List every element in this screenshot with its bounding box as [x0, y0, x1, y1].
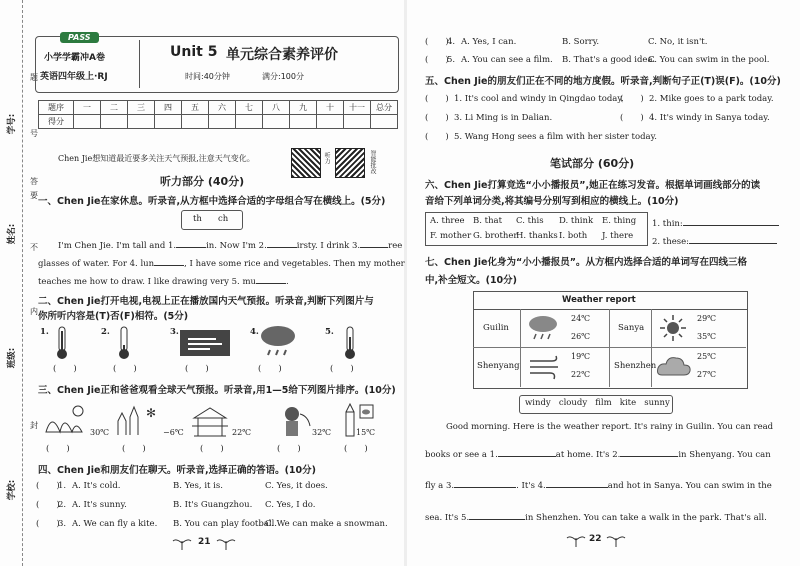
q7-title-line2: 中,补全短文。(10分) — [425, 275, 518, 286]
q1-line-1 — [58, 238, 402, 251]
score-header-cell: 八 — [263, 101, 290, 115]
score-table — [38, 100, 398, 129]
q1-blank-5[interactable] — [256, 274, 286, 284]
qr-label-grading: 智能批改 — [369, 150, 376, 174]
q2-num-1: 1. — [40, 327, 49, 337]
rain-icon — [526, 314, 560, 342]
weather-sanya-high: 35℃ — [697, 332, 717, 341]
q3-temp-4: 32℃ — [312, 428, 332, 437]
q4-answer-paren[interactable]: ( ) — [36, 500, 60, 510]
score-cell[interactable] — [371, 115, 398, 129]
score-cell[interactable] — [290, 115, 317, 129]
score-header-cell: 七 — [236, 101, 263, 115]
kremlin-snow-icon — [112, 403, 162, 437]
q7-text-f: and hot in Sanya. You can swim in the — [607, 481, 772, 491]
weather-grid-vline-2 — [520, 309, 521, 387]
score-cell[interactable] — [155, 115, 182, 129]
score-header-cell: 五 — [182, 101, 209, 115]
q5-paren-2[interactable]: ( ) — [620, 94, 644, 104]
q4-item-number: 5. — [447, 55, 456, 65]
q2-num-4: 4. — [250, 327, 259, 337]
weather-city-guilin: Guilin — [483, 323, 509, 333]
score-header-cell: 总分 — [371, 101, 398, 115]
q1-text-d: ree — [388, 241, 403, 251]
wind-icon — [526, 353, 562, 381]
q2-answer-2[interactable]: ( ) — [113, 364, 137, 374]
cloud-icon — [656, 353, 692, 381]
q5-paren-5[interactable]: ( ) — [425, 132, 449, 142]
score-cell[interactable] — [74, 115, 101, 129]
q6-answer-1-label: 1. thin: — [652, 219, 683, 229]
q7-blank-4[interactable] — [546, 478, 608, 488]
q5-title: 五、Chen Jie的朋友们正在不同的地方度假。听录音,判断句子正(T)误(F)。(10分) — [425, 76, 781, 87]
q4-option-a: A. You can see a film. — [461, 55, 553, 65]
q4-item-number: 2. — [58, 500, 67, 510]
side-cut-text-7: 封 — [30, 421, 38, 430]
score-cell[interactable] — [236, 115, 263, 129]
q3-temp-3: 22℃ — [232, 428, 252, 437]
cut-line — [22, 0, 23, 566]
weather-city-sanya: Sanya — [618, 323, 645, 333]
weather-guilin-low: 24℃ — [571, 314, 591, 323]
sprout-left-icon — [172, 536, 192, 550]
q4-option-b: B. Sorry. — [562, 37, 600, 47]
q4-option-b: B. That's a good idea. — [562, 55, 656, 65]
q4-option-b: B. You can play football. — [173, 519, 277, 529]
q6-title-line1: 六、Chen Jie打算竞选“小小播报员”,她正在练习发音。根据单词画线部分的读 — [425, 180, 761, 191]
q1-line-3 — [38, 274, 289, 287]
q3-answer-1[interactable]: ( ) — [46, 444, 70, 454]
unit-title: Unit 5 — [170, 44, 218, 60]
q2-answer-4[interactable]: ( ) — [258, 364, 282, 374]
opera-house-sun-icon — [42, 404, 86, 436]
q3-answer-2[interactable]: ( ) — [122, 444, 146, 454]
series-name: 小学学霸冲A卷 — [44, 53, 105, 63]
weather-city-shenzhen: Shenzhen — [614, 361, 657, 371]
q4-item-number: 1. — [58, 481, 67, 491]
section-listening-title: 听力部分 (40分) — [160, 175, 245, 188]
score-row-label: 得分 — [39, 115, 74, 129]
thermometer-mid-icon — [340, 325, 360, 361]
section-written-title: 笔试部分 (60分) — [550, 157, 635, 170]
q2-answer-5[interactable]: ( ) — [330, 364, 354, 374]
q1-blank-3[interactable] — [360, 238, 388, 248]
score-cell[interactable] — [128, 115, 155, 129]
score-cell[interactable] — [209, 115, 236, 129]
q6-answer-2-blank[interactable] — [689, 234, 777, 244]
q2-title-line2: 你所听内容是(T)否(F)相符。(5分) — [38, 311, 189, 322]
q6-word-option: E. thing — [602, 216, 637, 226]
q4-option-a: A. It's cold. — [72, 481, 121, 491]
q4-option-a: A. Yes, I can. — [461, 37, 517, 47]
header-divider — [139, 40, 140, 88]
q1-blank-1[interactable] — [176, 238, 206, 248]
q3-temp-2: −6℃ — [163, 428, 184, 437]
q5-item-2: 2. Mike goes to a park today. — [649, 94, 774, 104]
q3-answer-5[interactable]: ( ) — [344, 444, 368, 454]
score-cell[interactable] — [101, 115, 128, 129]
thermometer-cold-icon — [114, 325, 134, 361]
q4-item-number: 3. — [58, 519, 67, 529]
q3-title: 三、Chen Jie正和爸爸观看全球天气预报。听录音,用1—5给下列图片排序。(10分) — [38, 385, 396, 396]
q7-paragraph-line2 — [425, 447, 771, 460]
q4-item-number: 4. — [447, 37, 456, 47]
q6-word-option: B. that — [473, 216, 503, 226]
q5-item-1: 1. It's cool and windy in Qingdao today. — [454, 94, 624, 104]
weather-shenzhen-high: 27℃ — [697, 370, 717, 379]
q6-answer-2 — [652, 234, 777, 247]
sprout-right-icon — [216, 536, 236, 550]
score-cell[interactable] — [344, 115, 371, 129]
q1-text-g: teaches me how to draw. I like drawing very 5. mu — [38, 277, 256, 287]
page-number-right: 22 — [589, 534, 602, 544]
q5-item-5: 5. Wang Hong sees a film with her sister today. — [454, 132, 657, 142]
side-label-name: 姓名: — [7, 223, 18, 245]
q1-text-b: in. Now I'm 2. — [206, 241, 267, 251]
q3-answer-4[interactable]: ( ) — [277, 444, 301, 454]
q5-item-4: 4. It's windy in Sanya today. — [649, 113, 770, 123]
q7-text-g: sea. It's 5. — [425, 513, 470, 523]
side-label-student-id: 学号: — [7, 113, 18, 135]
side-label-school: 学校: — [7, 479, 18, 501]
time-limit: 时间:40分钟 — [185, 72, 230, 81]
weather-grid-vline-3 — [651, 309, 652, 387]
q6-word-option: I. both — [559, 231, 588, 241]
side-label-class: 班级: — [7, 347, 18, 369]
intro-text: Chen Jie想知道最近要多关注天气预报,注意天气变化。 — [58, 154, 255, 163]
q2-title-line1: 二、Chen Jie打开电视,电视上正在播放国内天气预报。听录音,判断下列图片与 — [38, 296, 374, 307]
weather-shenzhen-low: 25℃ — [697, 352, 717, 361]
thermometer-hot-icon — [52, 325, 72, 361]
q1-option-th: th — [193, 214, 202, 224]
q1-line-2 — [38, 256, 405, 269]
qr-label-listening: 听力 — [323, 152, 330, 164]
q7-text-e: . It's 4. — [516, 481, 546, 491]
q7-text-d: fly a 3. — [425, 481, 455, 491]
q4-answer-paren[interactable]: ( ) — [36, 519, 60, 529]
q1-blank-4[interactable] — [154, 256, 184, 266]
page-title: 单元综合素养评价 — [226, 47, 338, 63]
q1-title: 一、Chen Jie在家休息。听录音,从方框中选择合适的字母组合写在横线上。(5分) — [38, 196, 386, 207]
q4-option-c: C. You can swim in the pool. — [648, 55, 770, 65]
side-cut-text-2: 号 — [30, 129, 38, 138]
score-header-cell: 六 — [209, 101, 236, 115]
score-header-cell: 题序 — [39, 101, 74, 115]
q6-word-option: G. brother — [473, 231, 518, 241]
q4-option-a: A. We can fly a kite. — [72, 519, 158, 529]
q7-text-b: at home. It's 2. — [555, 450, 621, 460]
q2-num-2: 2. — [101, 327, 110, 337]
q2-answer-3[interactable]: ( ) — [185, 364, 209, 374]
q7-blank-1[interactable] — [498, 447, 556, 457]
score-header-cell: 十一 — [344, 101, 371, 115]
q1-option-ch: ch — [218, 214, 229, 224]
score-cell[interactable] — [317, 115, 344, 129]
weather-city-shenyang: Shenyang — [477, 361, 520, 371]
pass-badge: PASS — [60, 32, 99, 43]
weather-grid-vline — [609, 309, 610, 387]
score-cell[interactable] — [182, 115, 209, 129]
sprout-left-icon-2 — [566, 533, 586, 547]
weather-shenyang-low: 19℃ — [571, 352, 591, 361]
merlion-icon — [278, 404, 312, 438]
q7-text-a: books or see a 1. — [425, 450, 498, 460]
q7-title-line1: 七、Chen Jie化身为“小小播报员”。从方框内选择合适的单词写在四线三格 — [425, 257, 747, 268]
qr-code-grading[interactable] — [335, 148, 365, 178]
q6-word-option: C. this — [516, 216, 544, 226]
q4-option-b: B. Yes, it is. — [173, 481, 223, 491]
side-cut-text-3: 答 — [30, 177, 38, 186]
weather-shenyang-high: 22℃ — [571, 370, 591, 379]
q6-answer-2-label: 2. these: — [652, 237, 689, 247]
q5-item-3: 3. Li Ming is in Dalian. — [454, 113, 553, 123]
q7-paragraph-line1: Good morning. Here is the weather report. It's rainy in Guilin. You can read — [446, 422, 774, 432]
qr-code-listening[interactable] — [291, 148, 321, 178]
weather-guilin-high: 26℃ — [571, 332, 591, 341]
q4-answer-paren[interactable]: ( ) — [425, 37, 449, 47]
page-number-left: 21 — [198, 537, 211, 547]
side-cut-text-4: 要 — [30, 191, 38, 200]
score-header-cell: 二 — [101, 101, 128, 115]
q6-answer-1-blank[interactable] — [683, 216, 779, 226]
q7-text-h: in Shenzhen. You can take a walk in the park. That's all. — [525, 513, 767, 523]
q4-option-b: B. It's Guangzhou. — [173, 500, 253, 510]
windy-icon — [180, 330, 230, 356]
q1-text-h: . — [286, 277, 289, 287]
svg-text:✻: ✻ — [146, 406, 157, 420]
score-header-cell: 一 — [74, 101, 101, 115]
q4-option-a: A. It's sunny. — [72, 500, 127, 510]
score-header-cell: 四 — [155, 101, 182, 115]
q4-option-c: C. No, it isn't. — [648, 37, 708, 47]
score-header-cell: 九 — [290, 101, 317, 115]
side-cut-text-6: 内 — [30, 307, 38, 316]
q6-word-option: H. thanks — [516, 231, 558, 241]
temple-cloud-icon — [190, 404, 230, 438]
rain-cloud-icon — [258, 322, 298, 360]
q2-num-5: 5. — [325, 327, 334, 337]
q3-temp-1: 30℃ — [90, 428, 110, 437]
q4-answer-paren[interactable]: ( ) — [36, 481, 60, 491]
q7-paragraph-line3 — [425, 478, 772, 491]
q4-title: 四、Chen Jie和朋友们在聊天。听录音,选择正确的答语。(10分) — [38, 465, 316, 476]
q4-option-c: C. We can make a snowman. — [265, 519, 388, 529]
q1-text-f: , I have some rice and vegetables. Then my mother — [184, 259, 405, 269]
q2-num-3: 3. — [170, 327, 179, 337]
score-header-cell: 三 — [128, 101, 155, 115]
q1-text-e: glasses of water. For 4. lun — [38, 259, 155, 269]
q6-word-option: A. three — [430, 216, 465, 226]
q1-blank-2[interactable] — [267, 238, 297, 248]
q5-paren-1[interactable]: ( ) — [425, 94, 449, 104]
q1-text-a: I'm Chen Jie. I'm tall and 1. — [58, 241, 177, 251]
weather-title: Weather report — [562, 295, 636, 305]
q6-word-option: F. mother — [430, 231, 472, 241]
side-cut-text-1: 题 — [30, 73, 38, 82]
q7-blank-3[interactable] — [454, 478, 516, 488]
q7-blank-2[interactable] — [620, 447, 678, 457]
score-cell[interactable] — [263, 115, 290, 129]
q4-option-c: C. Yes, it does. — [265, 481, 328, 491]
q7-text-c: in Shenyang. You can — [678, 450, 771, 460]
q3-answer-3[interactable]: ( ) — [200, 444, 224, 454]
q5-paren-4[interactable]: ( ) — [620, 113, 644, 123]
q2-answer-1[interactable]: ( ) — [53, 364, 77, 374]
q3-temp-5: 15℃ — [356, 428, 376, 437]
grade-subtitle: 英语四年级上·RJ — [40, 72, 108, 82]
q6-word-option: J. there — [602, 231, 634, 241]
q6-word-option: D. think — [559, 216, 594, 226]
q6-answer-1 — [652, 216, 779, 229]
q5-paren-3[interactable]: ( ) — [425, 113, 449, 123]
q1-letter-box — [181, 210, 243, 230]
sun-icon — [658, 313, 688, 343]
q7-word-list: windy cloudy film kite sunny — [525, 398, 670, 408]
q7-blank-5[interactable] — [469, 510, 525, 520]
q4-answer-paren[interactable]: ( ) — [425, 55, 449, 65]
weather-sanya-low: 29℃ — [697, 314, 717, 323]
score-header-cell: 十 — [317, 101, 344, 115]
weather-grid-hline — [473, 347, 746, 348]
full-score: 满分:100分 — [262, 72, 304, 81]
q1-text-c: irsty. I drink 3. — [296, 241, 361, 251]
side-cut-text-5: 不 — [30, 243, 38, 252]
q6-title-line2: 音给下列单词分类,将其编号分别写到相应的横线上。(10分) — [425, 196, 679, 207]
q4-option-c: C. Yes, I do. — [265, 500, 316, 510]
sprout-right-icon-2 — [606, 533, 626, 547]
q7-paragraph-line4 — [425, 510, 767, 523]
